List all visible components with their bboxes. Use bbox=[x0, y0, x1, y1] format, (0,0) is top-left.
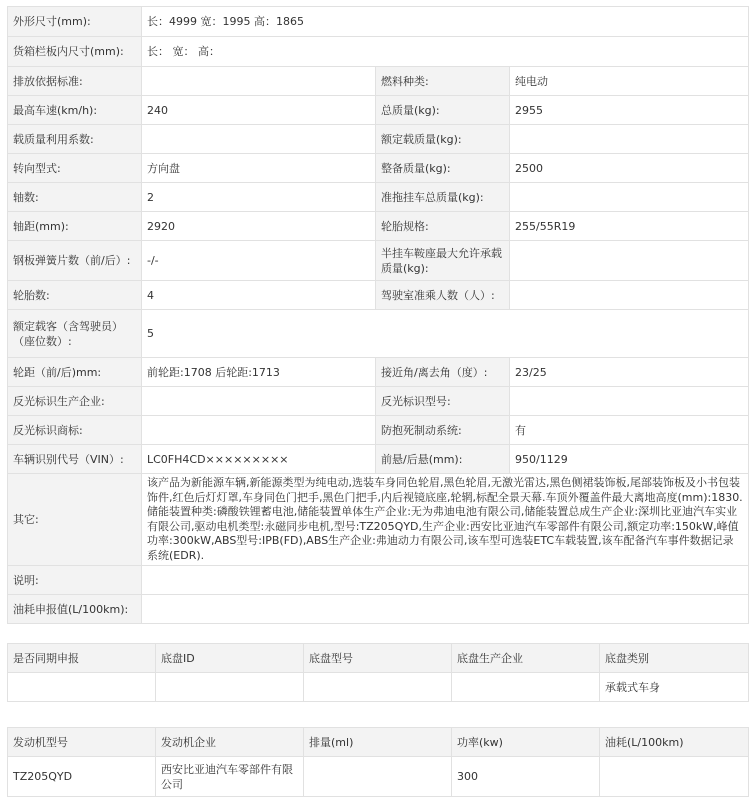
reflect-maker-label: 反光标识生产企业: bbox=[8, 387, 142, 416]
table-cell bbox=[156, 673, 304, 702]
axles-label: 轴数: bbox=[8, 183, 142, 212]
tire-spec-value: 255/55R19 bbox=[510, 212, 749, 241]
wheelbase-label: 轴距(mm): bbox=[8, 212, 142, 241]
emission-label: 排放依据标准: bbox=[8, 67, 142, 96]
reflect-model-label: 反光标识型号: bbox=[376, 387, 510, 416]
other-value: 该产品为新能源车辆,新能源类型为纯电动,选装车身同色轮眉,黑色轮眉,无激光雷达,黑色侧裙装饰板,尾部装饰板及小书包装饰件,红色后灯灯罩,车身同色门把手,黑色门把手,内后视镜底座,轮辋,标配全景天幕.车顶外覆盖件最大离地高度(mm):1830.储能装置种类:磷酸铁锂蓄电池,储能装置单体生产企业:无为弗迪电池有限公司,储能装置总成生产企业:深圳比亚迪汽车实业有限公司,驱动电机类型:永磁同步电机,型号:TZ205QYD,生产企业:西安比亚迪汽车零部件有限公司,额定功率:150kW,峰值功率:300kW,ABS型号:IPB(FD),ABS生产企业:弗迪动力有限公司,该车型可选装ETC车载装置,该车配备汽车事件数据记录系统(EDR). bbox=[142, 474, 749, 566]
table-cell bbox=[600, 757, 749, 797]
rated-load-value bbox=[510, 125, 749, 154]
passengers-value: 5 bbox=[142, 310, 749, 358]
table-cell bbox=[8, 673, 156, 702]
chassis-header-cell: 底盘ID bbox=[156, 644, 304, 673]
cab-seats-label: 驾驶室准乘人数（人）: bbox=[376, 281, 510, 310]
steering-label: 转向型式: bbox=[8, 154, 142, 183]
chassis-table bbox=[7, 643, 749, 702]
chassis-header-cell: 底盘类别 bbox=[600, 644, 749, 673]
note-label: 说明: bbox=[8, 566, 142, 595]
reflect-brand-label: 反光标识商标: bbox=[8, 416, 142, 445]
fuel-consumption-value bbox=[142, 595, 749, 624]
saddle-label: 半挂车鞍座最大允许承载质量(kg): bbox=[376, 241, 510, 281]
spring-label: 钢板弹簧片数（前/后）: bbox=[8, 241, 142, 281]
chassis-header-row bbox=[8, 644, 749, 673]
table-row bbox=[8, 757, 749, 797]
vin-value: LC0FH4CD××××××××× bbox=[142, 445, 376, 474]
table-cell bbox=[452, 673, 600, 702]
engine-header-row bbox=[8, 728, 749, 757]
angle-value: 23/25 bbox=[510, 358, 749, 387]
fuel-consumption-label: 油耗申报值(L/100km): bbox=[8, 595, 142, 624]
tire-spec-label: 轮胎规格: bbox=[376, 212, 510, 241]
gross-mass-value: 2955 bbox=[510, 96, 749, 125]
cargo-size-value: 长： 宽： 高： bbox=[142, 37, 749, 67]
spring-value: -/- bbox=[142, 241, 376, 281]
table-row bbox=[8, 673, 749, 702]
tires-count-value: 4 bbox=[142, 281, 376, 310]
chassis-header-cell: 底盘生产企业 bbox=[452, 644, 600, 673]
trailer-mass-label: 准拖挂车总质量(kg): bbox=[376, 183, 510, 212]
emission-value bbox=[142, 67, 376, 96]
steering-value: 方向盘 bbox=[142, 154, 376, 183]
size-value: 长：4999 宽：1995 高：1865 bbox=[142, 7, 749, 37]
max-speed-value: 240 bbox=[142, 96, 376, 125]
rated-load-label: 额定载质量(kg): bbox=[376, 125, 510, 154]
track-value: 前轮距:1708 后轮距:1713 bbox=[142, 358, 376, 387]
max-speed-label: 最高车速(km/h): bbox=[8, 96, 142, 125]
cargo-size-label: 货箱栏板内尺寸(mm): bbox=[8, 37, 142, 67]
table-cell bbox=[304, 673, 452, 702]
passengers-label: 额定载客（含驾驶员）（座位数）: bbox=[8, 310, 142, 358]
chassis-header-cell: 底盘型号 bbox=[304, 644, 452, 673]
tires-count-label: 轮胎数: bbox=[8, 281, 142, 310]
vin-label: 车辆识别代号（VIN）: bbox=[8, 445, 142, 474]
saddle-value bbox=[510, 241, 749, 281]
cab-seats-value bbox=[510, 281, 749, 310]
table-cell: 西安比亚迪汽车零部件有限公司 bbox=[156, 757, 304, 797]
trailer-mass-value bbox=[510, 183, 749, 212]
load-util-label: 载质量利用系数: bbox=[8, 125, 142, 154]
other-label: 其它: bbox=[8, 474, 142, 566]
fuel-type-value: 纯电动 bbox=[510, 67, 749, 96]
curb-mass-label: 整备质量(kg): bbox=[376, 154, 510, 183]
engine-table bbox=[7, 727, 749, 797]
engine-header-cell: 排量(ml) bbox=[304, 728, 452, 757]
engine-header-cell: 发动机型号 bbox=[8, 728, 156, 757]
chassis-header-cell: 是否同期申报 bbox=[8, 644, 156, 673]
table-cell: 承载式车身 bbox=[600, 673, 749, 702]
table-cell bbox=[304, 757, 452, 797]
overhang-value: 950/1129 bbox=[510, 445, 749, 474]
angle-label: 接近角/离去角（度）: bbox=[376, 358, 510, 387]
note-value bbox=[142, 566, 749, 595]
engine-header-cell: 功率(kw) bbox=[452, 728, 600, 757]
vehicle-spec-table bbox=[7, 6, 749, 624]
table-cell: TZ205QYD bbox=[8, 757, 156, 797]
engine-header-cell: 油耗(L/100km) bbox=[600, 728, 749, 757]
abs-label: 防抱死制动系统: bbox=[376, 416, 510, 445]
load-util-value bbox=[142, 125, 376, 154]
curb-mass-value: 2500 bbox=[510, 154, 749, 183]
overhang-label: 前悬/后悬(mm): bbox=[376, 445, 510, 474]
reflect-model-value bbox=[510, 387, 749, 416]
reflect-brand-value bbox=[142, 416, 376, 445]
track-label: 轮距（前/后)mm: bbox=[8, 358, 142, 387]
reflect-maker-value bbox=[142, 387, 376, 416]
table-cell: 300 bbox=[452, 757, 600, 797]
abs-value: 有 bbox=[510, 416, 749, 445]
gross-mass-label: 总质量(kg): bbox=[376, 96, 510, 125]
fuel-type-label: 燃料种类: bbox=[376, 67, 510, 96]
axles-value: 2 bbox=[142, 183, 376, 212]
wheelbase-value: 2920 bbox=[142, 212, 376, 241]
engine-header-cell: 发动机企业 bbox=[156, 728, 304, 757]
size-label: 外形尺寸(mm): bbox=[8, 7, 142, 37]
